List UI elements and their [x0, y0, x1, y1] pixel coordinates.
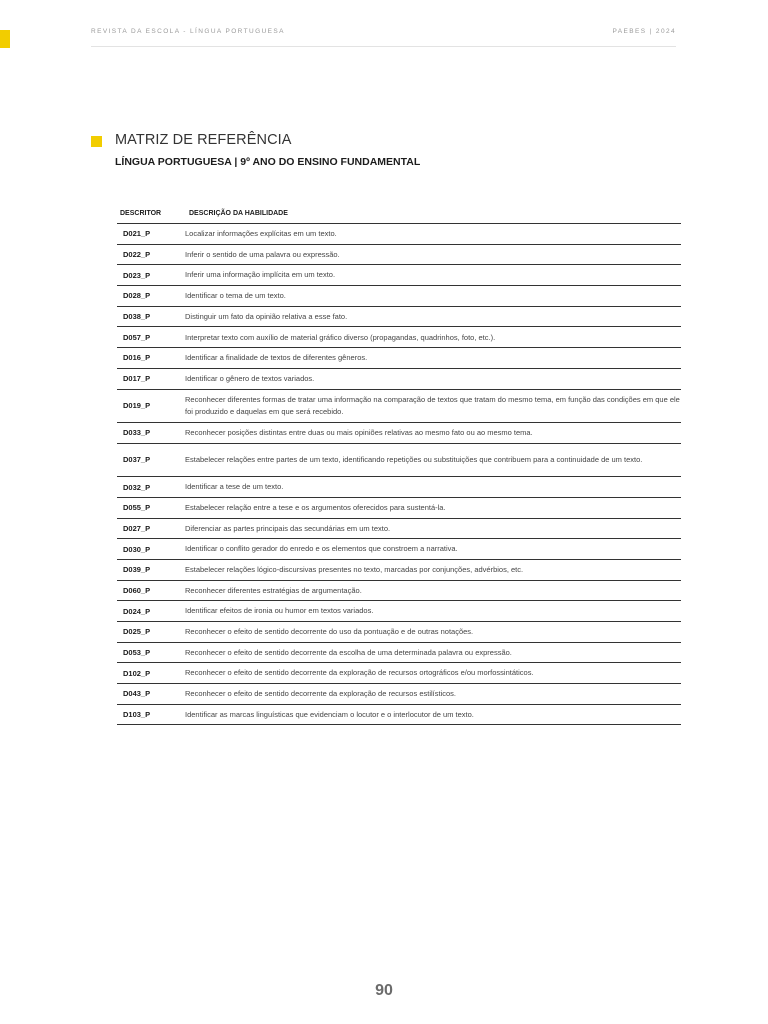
skill-description: Estabelecer relações entre partes de um texto, identificando repetições ou substituições que contribuem para a continuidade de um texto. — [185, 455, 643, 465]
skill-description: Identificar efeitos de ironia ou humor em textos variados. — [185, 606, 374, 616]
table-row — [117, 498, 681, 519]
running-header — [91, 26, 676, 47]
skill-description: Localizar informações explícitas em um texto. — [185, 229, 337, 239]
table-row — [117, 601, 681, 622]
table-row — [117, 307, 681, 328]
table-row — [117, 705, 681, 726]
section-marker-square — [91, 136, 102, 147]
descriptor-code: D032_P — [123, 482, 151, 492]
table-row — [117, 663, 681, 684]
header-edition: PAEBES | 2024 — [612, 28, 676, 35]
table-row — [117, 265, 681, 286]
page-number: 90 — [375, 982, 393, 999]
descriptor-code: D022_P — [123, 250, 151, 260]
table-row — [117, 286, 681, 307]
table-row — [117, 390, 681, 424]
descriptor-code: D039_P — [123, 565, 151, 575]
table-row — [117, 348, 681, 369]
table-row — [117, 444, 681, 478]
header-publication-title: REVISTA DA ESCOLA - LÍNGUA PORTUGUESA — [91, 28, 285, 35]
descriptor-code: D037_P — [123, 455, 151, 465]
skill-description: Estabelecer relações lógico-discursivas presentes no texto, marcadas por conjunções, advérbios, etc. — [185, 565, 524, 575]
skill-description: Inferir uma informação implícita em um texto. — [185, 270, 336, 280]
descriptor-code: D025_P — [123, 627, 151, 637]
section-subtitle: LÍNGUA PORTUGUESA | 9º ANO DO ENSINO FUNDAMENTAL — [115, 156, 421, 168]
descriptor-code: D033_P — [123, 428, 151, 438]
table-row — [117, 643, 681, 664]
column-header-descriptor: DESCRITOR — [120, 210, 162, 217]
descriptor-code: D024_P — [123, 606, 151, 616]
table-body — [117, 224, 681, 725]
column-header-description: DESCRIÇÃO DA HABILIDADE — [189, 210, 288, 217]
table-row — [117, 519, 681, 540]
skill-description: Reconhecer o efeito de sentido decorrente da exploração de recursos ortográficos e/ou morfossintáticos. — [185, 668, 534, 678]
descriptor-code: D030_P — [123, 544, 151, 554]
skill-description: Identificar a tese de um texto. — [185, 482, 284, 492]
skill-description: Reconhecer posições distintas entre duas ou mais opiniões relativas ao mesmo fato ou ao mesmo tema. — [185, 428, 533, 438]
descriptor-code: D057_P — [123, 332, 151, 342]
skill-description: Estabelecer relação entre a tese e os argumentos oferecidos para sustentá-la. — [185, 502, 446, 512]
table-row — [117, 224, 681, 245]
skill-description: Identificar o gênero de textos variados. — [185, 373, 315, 383]
table-row — [117, 369, 681, 390]
table-row — [117, 684, 681, 705]
skill-description: Reconhecer o efeito de sentido decorrente do uso da pontuação e de outras notações. — [185, 627, 474, 637]
skill-description: Identificar o conflito gerador do enredo e os elementos que constroem a narrativa. — [185, 544, 458, 554]
skill-description: Reconhecer diferentes formas de tratar uma informação na comparação de textos que tratam do mesmo tema, em função das condições em que ele foi produzido e daquelas em que será recebido. — [185, 395, 680, 416]
descriptor-code: D055_P — [123, 503, 151, 513]
skill-description: Reconhecer o efeito de sentido decorrente da escolha de uma determinada palavra ou expressão. — [185, 647, 512, 657]
table-row — [117, 560, 681, 581]
table-row — [117, 423, 681, 444]
table-row — [117, 581, 681, 602]
reference-matrix-table — [117, 204, 681, 725]
skill-description: Reconhecer o efeito de sentido decorrente da exploração de recursos estilísticos. — [185, 689, 456, 699]
section-title: MATRIZ DE REFERÊNCIA — [115, 132, 292, 148]
descriptor-code: D023_P — [123, 270, 151, 280]
descriptor-code: D043_P — [123, 689, 151, 699]
table-row — [117, 245, 681, 266]
skill-description: Identificar o tema de um texto. — [185, 291, 286, 301]
descriptor-code: D019_P — [123, 401, 151, 411]
table-row — [117, 622, 681, 643]
descriptor-code: D102_P — [123, 668, 151, 678]
descriptor-code: D038_P — [123, 312, 151, 322]
table-row — [117, 539, 681, 560]
descriptor-code: D021_P — [123, 229, 151, 239]
skill-description: Interpretar texto com auxílio de material gráfico diverso (propagandas, quadrinhos, foto, etc.). — [185, 332, 496, 342]
skill-description: Reconhecer diferentes estratégias de argumentação. — [185, 585, 362, 595]
skill-description: Inferir o sentido de uma palavra ou expressão. — [185, 249, 340, 259]
table-row — [117, 327, 681, 348]
descriptor-code: D017_P — [123, 374, 151, 384]
descriptor-code: D060_P — [123, 585, 151, 595]
descriptor-code: D016_P — [123, 353, 151, 363]
descriptor-code: D053_P — [123, 648, 151, 658]
skill-description: Identificar a finalidade de textos de diferentes gêneros. — [185, 353, 368, 363]
descriptor-code: D027_P — [123, 523, 151, 533]
edge-color-tab — [0, 30, 10, 48]
descriptor-code: D028_P — [123, 291, 151, 301]
skill-description: Identificar as marcas linguísticas que evidenciam o locutor e o interlocutor de um texto. — [185, 709, 474, 719]
table-row — [117, 477, 681, 498]
descriptor-code: D103_P — [123, 710, 151, 720]
table-header-row — [117, 204, 681, 224]
skill-description: Distinguir um fato da opinião relativa a esse fato. — [185, 311, 348, 321]
skill-description: Diferenciar as partes principais das secundárias em um texto. — [185, 523, 391, 533]
